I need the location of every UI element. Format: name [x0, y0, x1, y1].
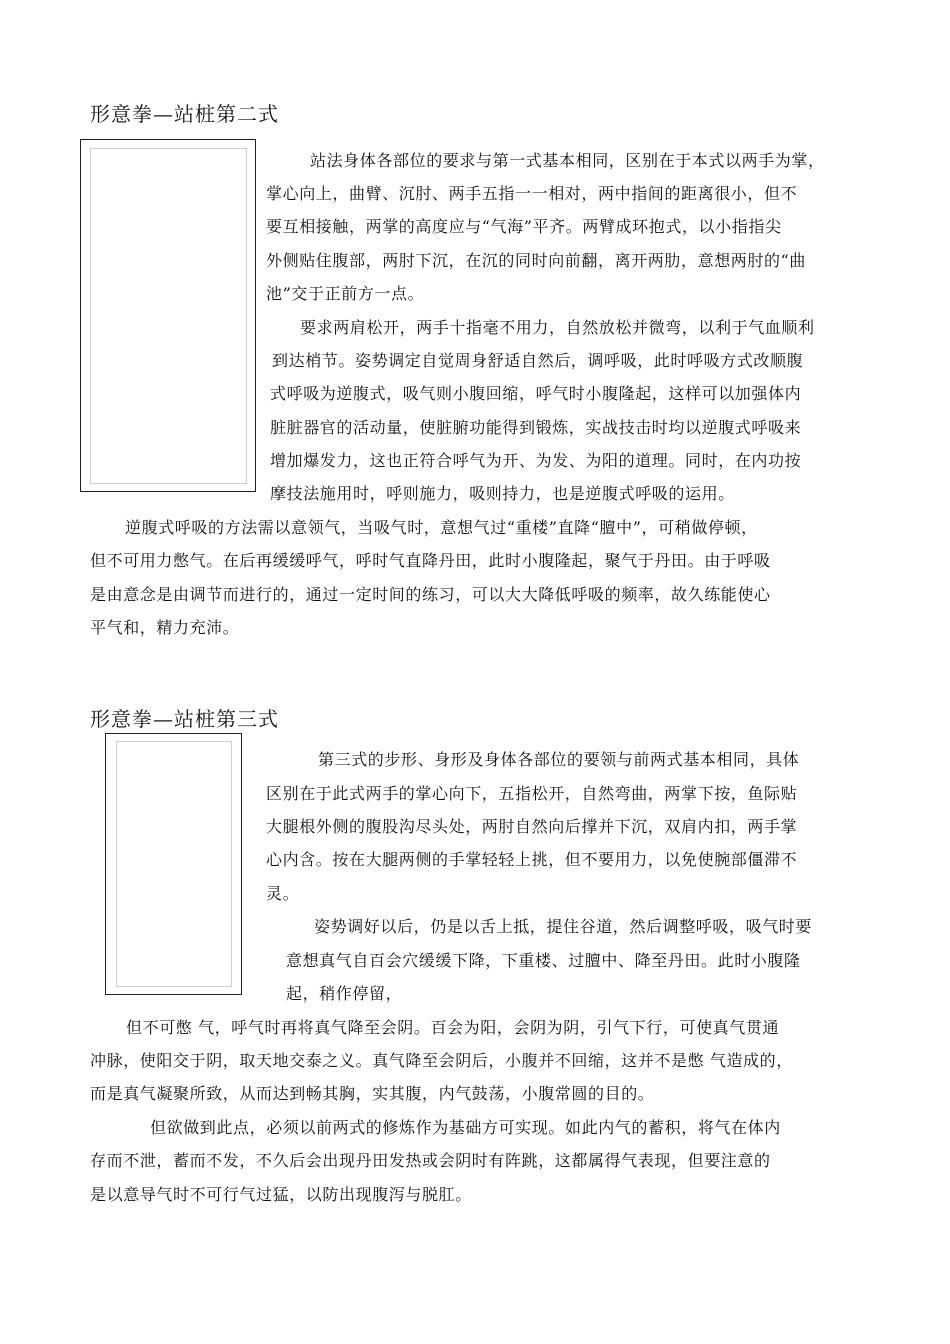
paragraph-line: 要互相接触，两掌的高度应与“气海”平齐。两臂成环抱式，以小指指尖 — [266, 217, 782, 236]
section1-title: 形意拳—站桩第二式 — [90, 102, 279, 126]
paragraph-line: 第三式的步形、身形及身体各部位的要领与前两式基本相同，具体 — [318, 750, 800, 769]
paragraph-line: 池”交于正前方一点。 — [266, 284, 425, 303]
section2-title: 形意拳—站桩第三式 — [90, 707, 279, 731]
paragraph-line: 冲脉，使阳交于阴，取天地交泰之义。真气降至会阴后，小腹并不回缩，这并不是憋 气造成的， — [90, 1051, 793, 1070]
image-placeholder-frame — [105, 733, 242, 995]
paragraph-line: 灵。 — [266, 884, 300, 903]
paragraph-line: 区别在于此式两手的掌心向下，五指松开，自然弯曲，两掌下按，鱼际贴 — [266, 784, 798, 803]
paragraph-line: 是以意导气时不可行气过猛，以防出现腹泻与脱肛。 — [90, 1185, 472, 1204]
paragraph-line: 但不可憋 气，呼气时再将真气降至会阴。百会为阳，会阴为阴，引气下行，可使真气贯通 — [126, 1018, 780, 1037]
paragraph-line: 要求两肩松开，两手十指毫不用力，自然放松并微弯，以利于气血顺利 — [300, 318, 815, 337]
paragraph-line: 外侧贴住腹部，两肘下沉，在沉的同时向前翻，离开两肋，意想两肘的“曲 — [266, 251, 806, 270]
image-placeholder-inner — [116, 741, 232, 987]
paragraph-line: 平气和，精力充沛。 — [90, 618, 240, 637]
paragraph-line: 大腿根外侧的腹股沟尽头处，两肘自然向后撑并下沉，双肩内扣，两手掌 — [266, 817, 798, 836]
paragraph-line: 脏脏器官的活动量，使脏腑功能得到锻炼，实战技击时均以逆腹式呼吸来 — [270, 418, 802, 437]
paragraph-line: 式呼吸为逆腹式，吸气则小腹回缩，呼气时小腹隆起，这样可以加强体内 — [270, 384, 802, 403]
paragraph-line: 心内含。按在大腿两侧的手掌轻轻上挑，但不要用力，以免使腕部僵滞不 — [266, 850, 798, 869]
paragraph-line: 增加爆发力，这也正符合呼气为开、为发、为阳的道理。同时，在内功按 — [270, 451, 802, 470]
paragraph-line: 到达梢节。姿势调定自觉周身舒适自然后，调呼吸，此时呼吸方式改顺腹 — [272, 351, 804, 370]
paragraph-line: 而是真气凝聚所致，从而达到畅其胸，实其腹，内气鼓荡，小腹常圆的目的。 — [90, 1084, 655, 1103]
paragraph-line: 姿势调好以后，仍是以舌上抵，提住谷道，然后调整呼吸，吸气时要 — [314, 917, 813, 936]
paragraph-line: 逆腹式呼吸的方法需以意领气，当吸气时，意想气过“重楼”直降“膻中”，可稍做停顿， — [125, 518, 758, 537]
paragraph-line: 起，稍作停留， — [286, 984, 403, 1003]
paragraph-line: 意想真气自百会穴缓缓下降，下重楼、过膻中、降至丹田。此时小腹隆 — [286, 951, 801, 970]
paragraph-line: 掌心向上，曲臂、沉肘、两手五指一一相对，两中指间的距离很小，但不 — [266, 184, 798, 203]
paragraph-line: 摩技法施用时，呼则施力，吸则持力，也是逆腹式呼吸的运用。 — [270, 484, 735, 503]
image-placeholder-inner — [90, 148, 247, 484]
paragraph-line: 但不可用力憋气。在后再缓缓呼气，呼时气直降丹田，此时小腹隆起，聚气于丹田。由于呼吸 — [90, 551, 771, 570]
paragraph-line: 但欲做到此点，必须以前两式的修炼作为基础方可实现。如此内气的蓄积，将气在体内 — [150, 1118, 781, 1137]
image-placeholder-frame — [80, 139, 256, 492]
paragraph-line: 存而不泄，蓄而不发，不久后会出现丹田发热或会阴时有阵跳，这都属得气表现，但要注意的 — [90, 1151, 771, 1170]
paragraph-line: 站法身体各部位的要求与第一式基本相同，区别在于本式以两手为掌， — [310, 151, 825, 170]
paragraph-line: 是由意念是由调节而进行的，通过一定时间的练习，可以大大降低呼吸的频率，故久练能使心 — [90, 585, 771, 604]
